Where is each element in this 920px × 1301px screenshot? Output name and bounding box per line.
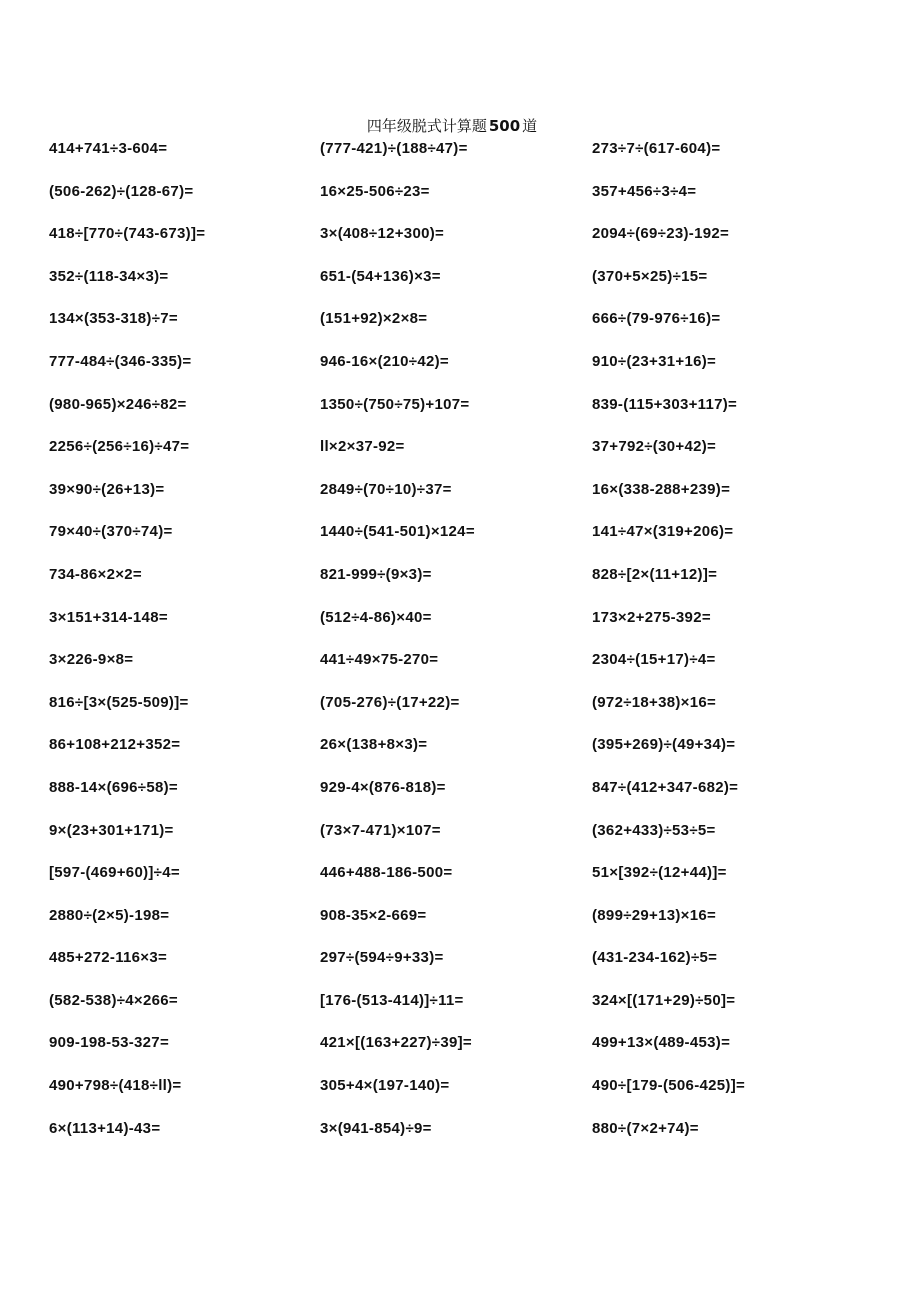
problem-expression: 908-35×2-669= [320,906,427,924]
problem-expression: 946-16×(210÷42)= [320,352,449,370]
problem-expression: 39×90÷(26+13)= [49,480,165,498]
problem-expression: 880÷(7×2+74)= [592,1119,699,1137]
problem-expression: 3×(941-854)÷9= [320,1119,432,1137]
problem-expression: 446+488-186-500= [320,864,453,882]
problem-expression: 357+456÷3÷4= [592,182,697,200]
problem-expression: 821-999÷(9×3)= [320,565,432,583]
problem-expression: 2304÷(15+17)÷4= [592,651,716,669]
problem-expression: 37+792÷(30+42)= [592,438,717,456]
problem-row [49,819,869,862]
problem-expression: (395+269)÷(49+34)= [592,736,736,754]
problem-row [49,1074,869,1117]
problem-expression: 173×2+275-392= [592,608,711,626]
problem-expression: 666÷(79-976÷16)= [592,310,721,328]
problem-expression: 3×(408÷12+300)= [320,225,445,243]
title-number: 500 [488,117,521,135]
problem-expression: 441÷49×75-270= [320,651,439,669]
problem-expression: 816÷[3×(525-509)]= [49,693,189,711]
problem-expression: 414+741÷3-604= [49,140,168,157]
problem-expression: 134×(353-318)÷7= [49,310,178,328]
problem-expression: [597-(469+60)]÷4= [49,864,180,882]
problem-expression: 51×[392÷(12+44)]= [592,864,727,882]
problem-expression: 909-198-53-327= [49,1034,170,1052]
problem-row [49,776,869,819]
problem-expression: 141÷47×(319+206)= [592,523,734,541]
problem-row [49,648,869,691]
problem-expression: (512÷4-86)×40= [320,608,432,626]
problem-expression: 485+272-116×3= [49,949,168,967]
problem-expression: (362+433)÷53÷5= [592,821,716,839]
problem-expression: 273÷7÷(617-604)= [592,140,721,157]
problem-row [49,478,869,521]
problem-expression: 734-86×2×2= [49,565,142,583]
problem-expression: 910÷(23+31+16)= [592,352,717,370]
problem-expression: 2849÷(70÷10)÷37= [320,480,452,498]
problem-row [49,393,869,436]
problem-expression: 1440÷(541-501)×124= [320,523,475,541]
problem-expression: 26×(138+8×3)= [320,736,428,754]
problem-expression: 16×25-506÷23= [320,182,430,200]
problem-row [49,350,869,393]
problem-expression: 1350÷(750÷75)+107= [320,395,470,413]
problem-row [49,904,869,947]
problem-expression: 79×40÷(370÷74)= [49,523,173,541]
problem-row [49,861,869,904]
problem-expression: 3×226-9×8= [49,651,134,669]
problem-expression: 651-(54+136)×3= [320,267,441,285]
problem-expression: 418÷[770÷(743-673)]= [49,225,206,243]
problem-row [49,222,869,265]
problem-expression: 6×(113+14)-43= [49,1119,161,1137]
problem-expression: ll×2×37-92= [320,438,405,456]
problem-expression: (972÷18+38)×16= [592,693,717,711]
problem-expression: 9×(23+301+171)= [49,821,174,839]
problem-expression: 828÷[2×(11+12)]= [592,565,718,583]
problem-expression: 2880÷(2×5)-198= [49,906,170,924]
problem-expression: 352÷(118-34×3)= [49,267,169,285]
problem-expression: [176-(513-414)]÷11= [320,991,464,1009]
problem-row [49,946,869,989]
problem-expression: (705-276)÷(17+22)= [320,693,460,711]
problem-row [49,307,869,350]
problem-expression: (151+92)×2×8= [320,310,428,328]
problem-row [49,265,869,308]
problem-expression: (582-538)÷4×266= [49,991,178,1009]
problem-expression: 3×151+314-148= [49,608,168,626]
problem-expression: (899÷29+13)×16= [592,906,717,924]
problem-row [49,1117,869,1161]
problem-expression: 839-(115+303+117)= [592,395,738,413]
problem-row [49,180,869,223]
problem-expression: 2094÷(69÷23)-192= [592,225,730,243]
problem-row [49,435,869,478]
problem-expression: (370+5×25)÷15= [592,267,708,285]
problem-expression: 16×(338-288+239)= [592,480,731,498]
problem-expression: 847÷(412+347-682)= [592,778,739,796]
problem-row [49,989,869,1032]
problem-row [49,733,869,776]
problem-expression: (431-234-162)÷5= [592,949,718,967]
problem-row [49,691,869,734]
problem-expression: 305+4×(197-140)= [320,1077,450,1095]
problem-expression: 421×[(163+227)÷39]= [320,1034,472,1052]
title-suffix: 道 [522,117,538,135]
problem-expression: (980-965)×246÷82= [49,395,187,413]
problem-row [49,1031,869,1074]
problem-expression: (777-421)÷(188÷47)= [320,140,468,157]
problem-expression: 2256÷(256÷16)÷47= [49,438,190,456]
problem-expression: 490÷[179-(506-425)]= [592,1077,746,1095]
title-prefix: 四年级脱式计算题 [366,117,487,135]
problem-expression: 490+798÷(418÷ll)= [49,1077,182,1095]
problem-expression: 888-14×(696÷58)= [49,778,178,796]
page-title [0,116,904,136]
problem-row [49,520,869,563]
problem-row [49,563,869,606]
problem-expression: 86+108+212+352= [49,736,181,754]
problem-row [49,137,869,180]
problem-expression: (73×7-471)×107= [320,821,441,839]
problem-expression: (506-262)÷(128-67)= [49,182,194,200]
problem-expression: 929-4×(876-818)= [320,778,446,796]
problem-expression: 499+13×(489-453)= [592,1034,731,1052]
problem-expression: 324×[(171+29)÷50]= [592,991,736,1009]
problem-expression: 297÷(594÷9+33)= [320,949,444,967]
problem-sheet [49,137,869,1161]
problem-expression: 777-484÷(346-335)= [49,352,192,370]
problem-row [49,606,869,649]
